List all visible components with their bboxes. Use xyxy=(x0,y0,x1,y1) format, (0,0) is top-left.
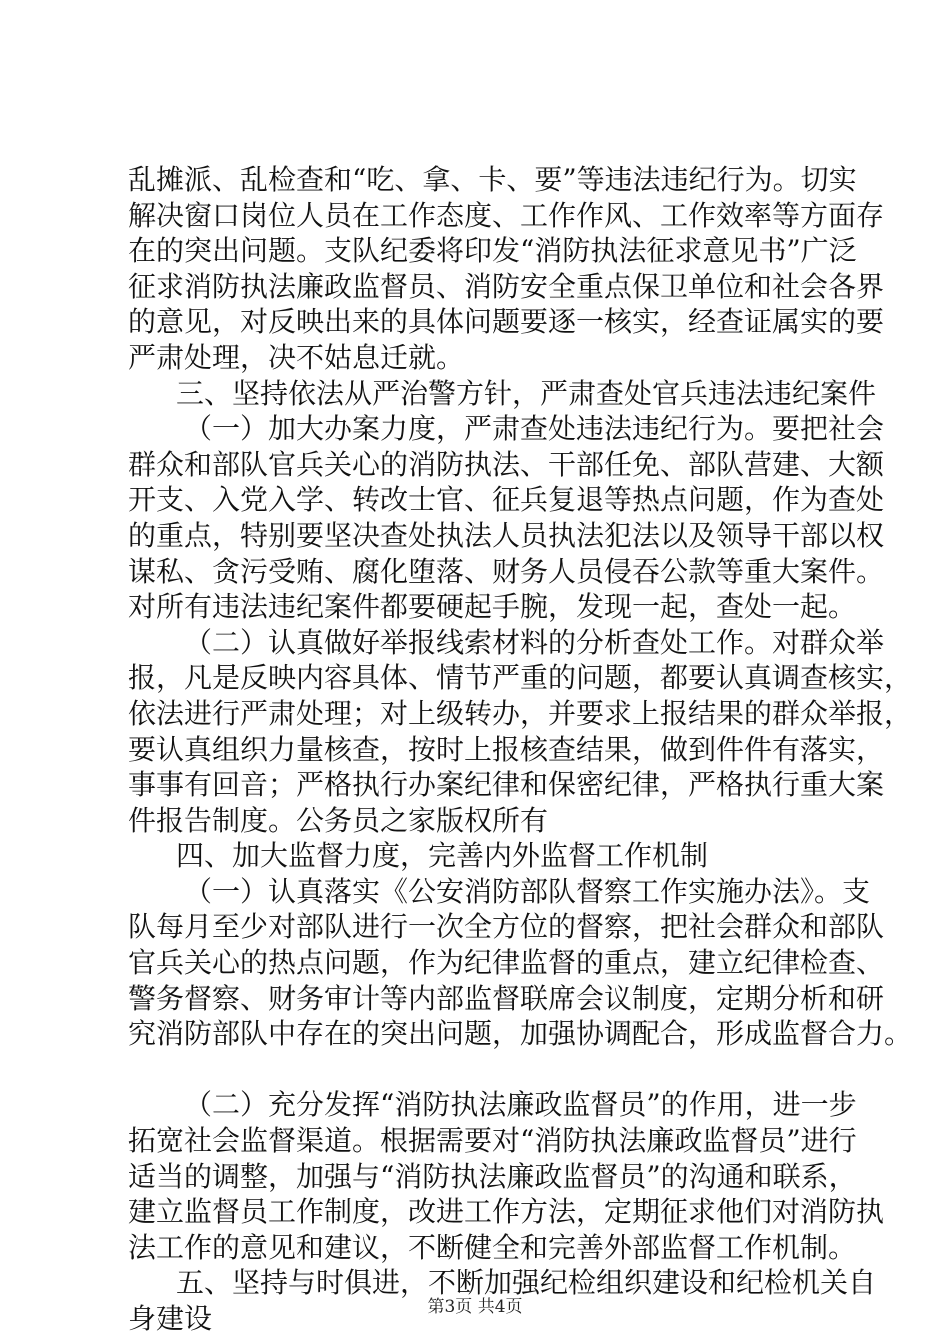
text-line: 乱摊派、乱检查和“吃、拿、卡、要”等违法违纪行为。切实 xyxy=(128,163,857,196)
page-footer: 第3页 共4页 xyxy=(427,1297,523,1317)
text-line: 事事有回音；严格执行办案纪律和保密纪律，严格执行重大案 xyxy=(128,768,885,802)
text-line: 身建设 xyxy=(128,1302,213,1335)
text-line: 官兵关心的热点问题，作为纪律监督的重点，建立纪律检查、 xyxy=(128,946,885,980)
text-line: 群众和部队官兵关心的消防执法、干部任免、部队营建、大额 xyxy=(128,447,885,481)
text-line: 建立监督员工作制度，改进工作方法，定期征求他们对消防执 xyxy=(128,1195,885,1229)
section-heading: 四、加大监督力度，完善内外监督工作机制 xyxy=(176,839,709,873)
paragraph-first-line: （二）充分发挥“消防执法廉政监督员”的作用，进一步 xyxy=(184,1088,857,1122)
text-line: 在的突出问题。支队纪委将印发“消防执法征求意见书”广泛 xyxy=(128,234,857,268)
text-line: 拓宽社会监督渠道。根据需要对“消防执法廉政监督员”进行 xyxy=(128,1124,857,1158)
text-line: 警务督察、财务审计等内部监督联席会议制度，定期分析和研 xyxy=(128,981,885,1015)
paragraph-gap xyxy=(128,1052,836,1088)
text-line: 依法进行严肃处理；对上级转办，并要求上报结果的群众举报， xyxy=(128,696,913,730)
text-line: 法工作的意见和建议，不断健全和完善外部监督工作机制。 xyxy=(128,1230,857,1264)
paragraph-first-line: （二）认真做好举报线索材料的分析查处工作。对群众举 xyxy=(184,625,885,659)
text-line: 开支、入党入学、转改士官、征兵复退等热点问题，作为查处 xyxy=(128,483,885,517)
section-heading: 五、坚持与时俱进，不断加强纪检组织建设和纪检机关自 xyxy=(176,1266,877,1300)
text-line: 要认真组织力量核查，按时上报核查结果，做到件件有落实， xyxy=(128,732,885,766)
section-heading: 三、坚持依法从严治警方针，严肃查处官兵违法违纪案件 xyxy=(176,376,877,410)
text-line: 对所有违法违纪案件都要硬起手腕，发现一起，查处一起。 xyxy=(128,590,857,624)
paragraph-first-line: （一）加大办案力度，严肃查处违法违纪行为。要把社会 xyxy=(184,412,885,446)
text-line: 的意见，对反映出来的具体问题要逐一核实，经查证属实的要 xyxy=(128,305,885,339)
text-line: 件报告制度。公务员之家版权所有 xyxy=(128,803,549,837)
text-line: 谋私、贪污受贿、腐化堕落、财务人员侵吞公款等重大案件。 xyxy=(128,554,885,588)
text-line: 严肃处理，决不姑息迁就。 xyxy=(128,340,465,374)
text-line: 报，凡是反映内容具体、情节严重的问题，都要认真调查核实， xyxy=(128,661,913,695)
text-line: 究消防部队中存在的突出问题，加强协调配合，形成监督合力。 xyxy=(128,1017,913,1051)
text-line: 队每月至少对部队进行一次全方位的督察，把社会群众和部队 xyxy=(128,910,885,944)
text-line: 解决窗口岗位人员在工作态度、工作作风、工作效率等方面存 xyxy=(128,198,885,232)
document-body xyxy=(128,162,913,1337)
text-line: 的重点，特别要坚决查处执法人员执法犯法以及领导干部以权 xyxy=(128,518,885,552)
paragraph-first-line: （一）认真落实《公安消防部队督察工作实施办法》。支 xyxy=(184,874,871,908)
text-line: 征求消防执法廉政监督员、消防安全重点保卫单位和社会各界 xyxy=(128,269,885,303)
text-line: 适当的调整，加强与“消防执法廉政监督员”的沟通和联系， xyxy=(128,1159,857,1193)
